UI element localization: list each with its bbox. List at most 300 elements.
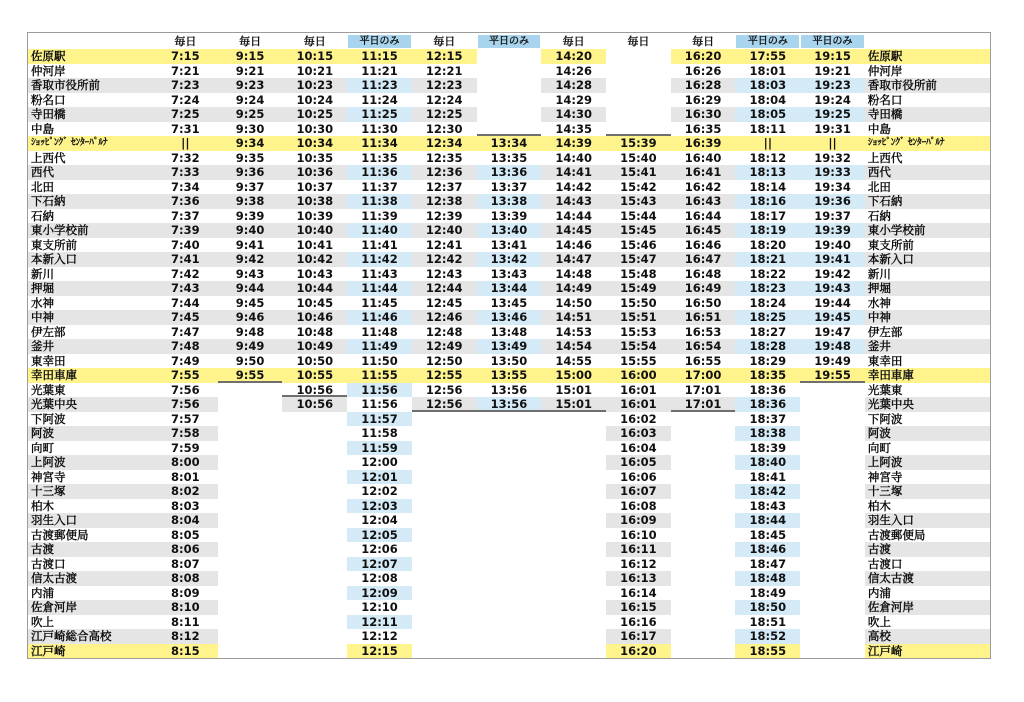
departure-time: 18:51: [735, 615, 800, 630]
departure-time: 19:25: [800, 107, 865, 122]
empty-cell: [218, 557, 283, 572]
departure-time: 19:42: [800, 267, 865, 282]
departure-time: 12:00: [347, 455, 412, 470]
stop-name-left: 古渡口: [28, 557, 153, 572]
departure-time: 16:44: [671, 209, 736, 224]
departure-time: 10:41: [282, 238, 347, 253]
stop-name-right: 内浦: [865, 586, 990, 601]
stop-name-left: 新川: [28, 267, 153, 282]
departure-time: 18:24: [735, 296, 800, 311]
departure-time: 19:39: [800, 223, 865, 238]
departure-time: 18:39: [735, 441, 800, 456]
empty-cell: [412, 455, 477, 470]
empty-cell: [477, 412, 542, 427]
departure-time: 9:15: [218, 49, 283, 64]
departure-time: 14:41: [541, 165, 606, 180]
stop-name-right: 古渡口: [865, 557, 990, 572]
column-header-everyday: 毎日: [282, 33, 347, 49]
departure-time: 10:35: [282, 151, 347, 166]
empty-cell: [671, 455, 736, 470]
stop-name-left: 香取市役所前: [28, 78, 153, 93]
departure-time: 12:50: [412, 354, 477, 369]
departure-time: 14:30: [541, 107, 606, 122]
empty-cell: [477, 122, 542, 137]
departure-time: 11:21: [347, 64, 412, 79]
departure-time: 18:21: [735, 252, 800, 267]
departure-time: 10:46: [282, 310, 347, 325]
empty-cell: [800, 644, 865, 659]
departure-time: 11:37: [347, 180, 412, 195]
stop-name-right: 西代: [865, 165, 990, 180]
empty-cell: [477, 513, 542, 528]
stop-name-right: 東幸田: [865, 354, 990, 369]
departure-time: 9:50: [218, 354, 283, 369]
departure-time: 17:01: [671, 397, 736, 412]
empty-cell: [477, 49, 542, 64]
stop-name-right: 粉名口: [865, 93, 990, 108]
empty-cell: [412, 542, 477, 557]
departure-time: 18:22: [735, 267, 800, 282]
pass-through-mark: ||: [735, 136, 800, 151]
departure-time: 18:19: [735, 223, 800, 238]
stop-name-left: 古渡郵便局: [28, 528, 153, 543]
departure-time: 7:45: [153, 310, 218, 325]
departure-time: 15:54: [606, 339, 671, 354]
departure-time: 18:44: [735, 513, 800, 528]
departure-time: 15:40: [606, 151, 671, 166]
departure-time: 14:50: [541, 296, 606, 311]
stop-name-left: 下石納: [28, 194, 153, 209]
departure-time: 18:48: [735, 571, 800, 586]
departure-time: 12:04: [347, 513, 412, 528]
departure-time: 9:48: [218, 325, 283, 340]
stop-name-left: 光葉中央: [28, 397, 153, 412]
departure-time: 9:25: [218, 107, 283, 122]
departure-time: 10:45: [282, 296, 347, 311]
departure-time: 18:05: [735, 107, 800, 122]
stop-name-right: 香取市役所前: [865, 78, 990, 93]
departure-time: 14:55: [541, 354, 606, 369]
departure-time: 19:48: [800, 339, 865, 354]
departure-time: 12:05: [347, 528, 412, 543]
departure-time: 10:21: [282, 64, 347, 79]
stop-name-left: 北田: [28, 180, 153, 195]
empty-cell: [800, 383, 865, 398]
column-header-weekday-only: 平日のみ: [477, 33, 542, 49]
empty-cell: [541, 528, 606, 543]
departure-time: 11:43: [347, 267, 412, 282]
departure-time: 18:36: [735, 397, 800, 412]
stop-name-right: 下石納: [865, 194, 990, 209]
departure-time: 18:47: [735, 557, 800, 572]
departure-time: 13:55: [477, 368, 542, 383]
departure-time: 9:46: [218, 310, 283, 325]
empty-cell: [282, 455, 347, 470]
departure-time: 12:39: [412, 209, 477, 224]
departure-time: 16:41: [671, 165, 736, 180]
departure-time: 15:01: [541, 397, 606, 412]
departure-time: 7:48: [153, 339, 218, 354]
stop-name-right: 江戸崎: [865, 644, 990, 659]
stop-name-right: 中神: [865, 310, 990, 325]
departure-time: 18:03: [735, 78, 800, 93]
departure-time: 19:43: [800, 281, 865, 296]
departure-time: 18:40: [735, 455, 800, 470]
departure-time: 12:43: [412, 267, 477, 282]
departure-time: 12:15: [347, 644, 412, 659]
empty-cell: [218, 644, 283, 659]
departure-time: 19:32: [800, 151, 865, 166]
departure-time: 9:39: [218, 209, 283, 224]
departure-time: 15:43: [606, 194, 671, 209]
departure-time: 14:44: [541, 209, 606, 224]
departure-time: 19:15: [800, 49, 865, 64]
departure-time: 16:13: [606, 571, 671, 586]
departure-time: 15:51: [606, 310, 671, 325]
empty-cell: [412, 441, 477, 456]
departure-time: 18:42: [735, 484, 800, 499]
departure-time: 15:01: [541, 383, 606, 398]
column-header-everyday: 毎日: [218, 33, 283, 49]
stop-name-right: 佐倉河岸: [865, 600, 990, 615]
departure-time: 16:54: [671, 339, 736, 354]
empty-cell: [477, 499, 542, 514]
column-header-weekday-only: 平日のみ: [800, 33, 865, 49]
empty-cell: [282, 441, 347, 456]
departure-time: 16:35: [671, 122, 736, 137]
departure-time: 11:42: [347, 252, 412, 267]
stop-name-left: 内浦: [28, 586, 153, 601]
departure-time: 11:58: [347, 426, 412, 441]
column-header-weekday-only: 平日のみ: [735, 33, 800, 49]
departure-time: 19:34: [800, 180, 865, 195]
departure-time: 15:45: [606, 223, 671, 238]
departure-time: 11:39: [347, 209, 412, 224]
departure-time: 7:59: [153, 441, 218, 456]
empty-cell: [218, 455, 283, 470]
column-header-everyday: 毎日: [412, 33, 477, 49]
stop-name-left: 江戸崎総合高校: [28, 629, 153, 644]
empty-cell: [671, 600, 736, 615]
departure-time: 17:00: [671, 368, 736, 383]
departure-time: 14:39: [541, 136, 606, 151]
departure-time: 10:39: [282, 209, 347, 224]
departure-time: 13:36: [477, 165, 542, 180]
empty-cell: [477, 470, 542, 485]
departure-time: 13:45: [477, 296, 542, 311]
empty-cell: [218, 426, 283, 441]
departure-time: 16:42: [671, 180, 736, 195]
empty-cell: [541, 455, 606, 470]
stop-name-left: 下阿波: [28, 412, 153, 427]
departure-time: 10:30: [282, 122, 347, 137]
departure-time: 12:37: [412, 180, 477, 195]
departure-time: 12:56: [412, 397, 477, 412]
departure-time: 8:03: [153, 499, 218, 514]
departure-time: 12:34: [412, 136, 477, 151]
departure-time: 11:48: [347, 325, 412, 340]
departure-time: 8:05: [153, 528, 218, 543]
stop-name-right: 上西代: [865, 151, 990, 166]
departure-time: 16:14: [606, 586, 671, 601]
empty-cell: [282, 470, 347, 485]
empty-cell: [282, 600, 347, 615]
departure-time: 15:49: [606, 281, 671, 296]
departure-time: 10:24: [282, 93, 347, 108]
departure-time: 7:21: [153, 64, 218, 79]
departure-time: 15:42: [606, 180, 671, 195]
departure-time: 7:56: [153, 397, 218, 412]
departure-time: 7:33: [153, 165, 218, 180]
departure-time: 15:53: [606, 325, 671, 340]
departure-time: 11:30: [347, 122, 412, 137]
stop-name-left: 押堀: [28, 281, 153, 296]
departure-time: 18:45: [735, 528, 800, 543]
departure-time: 9:35: [218, 151, 283, 166]
departure-time: 13:34: [477, 136, 542, 151]
departure-time: 17:01: [671, 383, 736, 398]
departure-time: 9:21: [218, 64, 283, 79]
departure-time: 16:43: [671, 194, 736, 209]
empty-cell: [218, 528, 283, 543]
departure-time: 7:37: [153, 209, 218, 224]
departure-time: 7:24: [153, 93, 218, 108]
departure-time: 18:25: [735, 310, 800, 325]
departure-time: 12:10: [347, 600, 412, 615]
departure-time: 16:40: [671, 151, 736, 166]
departure-time: 11:59: [347, 441, 412, 456]
departure-time: 19:47: [800, 325, 865, 340]
empty-cell: [800, 470, 865, 485]
departure-time: 11:56: [347, 397, 412, 412]
stop-name-left: 寺田橋: [28, 107, 153, 122]
empty-cell: [218, 571, 283, 586]
departure-time: 16:20: [606, 644, 671, 659]
stop-name-right: 信太古渡: [865, 571, 990, 586]
empty-cell: [412, 571, 477, 586]
stop-name-left: 光葉東: [28, 383, 153, 398]
departure-time: 11:50: [347, 354, 412, 369]
empty-cell: [800, 528, 865, 543]
stop-name-left: 東幸田: [28, 354, 153, 369]
departure-time: 10:40: [282, 223, 347, 238]
departure-time: 19:40: [800, 238, 865, 253]
empty-cell: [671, 441, 736, 456]
departure-time: 19:44: [800, 296, 865, 311]
empty-cell: [412, 615, 477, 630]
departure-time: 12:49: [412, 339, 477, 354]
stop-name-left: ｼｮｯﾋﾟﾝｸﾞ ｾﾝﾀｰﾊﾟﾙﾅ: [28, 136, 153, 151]
stop-name-right: 新川: [865, 267, 990, 282]
empty-cell: [282, 528, 347, 543]
departure-time: 19:41: [800, 252, 865, 267]
empty-cell: [412, 513, 477, 528]
stop-name-left: 柏木: [28, 499, 153, 514]
stop-name-right: 下阿波: [865, 412, 990, 427]
empty-cell: [477, 78, 542, 93]
column-header-everyday: 毎日: [541, 33, 606, 49]
stop-name-left: 佐原駅: [28, 49, 153, 64]
empty-cell: [541, 499, 606, 514]
departure-time: 16:15: [606, 600, 671, 615]
empty-cell: [606, 93, 671, 108]
departure-time: 12:40: [412, 223, 477, 238]
departure-time: 16:10: [606, 528, 671, 543]
empty-cell: [606, 49, 671, 64]
departure-time: 10:36: [282, 165, 347, 180]
stop-name-right: 東支所前: [865, 238, 990, 253]
departure-time: 10:34: [282, 136, 347, 151]
empty-cell: [218, 542, 283, 557]
empty-cell: [412, 644, 477, 659]
departure-time: 16:20: [671, 49, 736, 64]
pass-through-mark: ||: [153, 136, 218, 151]
departure-time: 7:47: [153, 325, 218, 340]
empty-cell: [412, 426, 477, 441]
empty-cell: [541, 600, 606, 615]
departure-time: 7:31: [153, 122, 218, 137]
empty-cell: [477, 107, 542, 122]
empty-cell: [541, 557, 606, 572]
departure-time: 8:02: [153, 484, 218, 499]
departure-time: 7:32: [153, 151, 218, 166]
empty-cell: [282, 586, 347, 601]
stop-name-right: 寺田橋: [865, 107, 990, 122]
departure-time: 18:27: [735, 325, 800, 340]
stop-name-right: 東小学校前: [865, 223, 990, 238]
departure-time: 15:46: [606, 238, 671, 253]
departure-time: 13:48: [477, 325, 542, 340]
stop-name-left: 吹上: [28, 615, 153, 630]
departure-time: 12:24: [412, 93, 477, 108]
stop-name-right: 神宮寺: [865, 470, 990, 485]
departure-time: 8:15: [153, 644, 218, 659]
empty-cell: [412, 586, 477, 601]
departure-time: 15:47: [606, 252, 671, 267]
departure-time: 12:36: [412, 165, 477, 180]
departure-time: 15:55: [606, 354, 671, 369]
departure-time: 16:29: [671, 93, 736, 108]
departure-time: 8:08: [153, 571, 218, 586]
stop-name-left: 東小学校前: [28, 223, 153, 238]
departure-time: 15:48: [606, 267, 671, 282]
departure-time: 12:21: [412, 64, 477, 79]
departure-time: 18:55: [735, 644, 800, 659]
empty-cell: [477, 455, 542, 470]
departure-time: 7:41: [153, 252, 218, 267]
empty-cell: [477, 93, 542, 108]
empty-cell: [477, 484, 542, 499]
empty-cell: [800, 455, 865, 470]
empty-cell: [541, 441, 606, 456]
empty-cell: [800, 615, 865, 630]
empty-cell: [671, 571, 736, 586]
column-header-everyday: 毎日: [606, 33, 671, 49]
departure-time: 12:35: [412, 151, 477, 166]
departure-time: 7:49: [153, 354, 218, 369]
departure-time: 10:23: [282, 78, 347, 93]
stop-name-left: 西代: [28, 165, 153, 180]
departure-time: 11:40: [347, 223, 412, 238]
departure-time: 16:28: [671, 78, 736, 93]
departure-time: 8:01: [153, 470, 218, 485]
departure-time: 11:25: [347, 107, 412, 122]
stop-name-left: 中島: [28, 122, 153, 137]
departure-time: 18:04: [735, 93, 800, 108]
departure-time: 11:46: [347, 310, 412, 325]
departure-time: 14:40: [541, 151, 606, 166]
departure-time: 14:45: [541, 223, 606, 238]
departure-time: 12:56: [412, 383, 477, 398]
empty-cell: [541, 426, 606, 441]
empty-cell: [477, 629, 542, 644]
stop-name-right: 柏木: [865, 499, 990, 514]
departure-time: 12:55: [412, 368, 477, 383]
departure-time: 18:52: [735, 629, 800, 644]
departure-time: 11:24: [347, 93, 412, 108]
stop-name-right: 光葉東: [865, 383, 990, 398]
stop-name-right: 水神: [865, 296, 990, 311]
departure-time: 14:53: [541, 325, 606, 340]
departure-time: 11:49: [347, 339, 412, 354]
stop-name-right: 幸田車庫: [865, 368, 990, 383]
empty-cell: [282, 571, 347, 586]
empty-cell: [606, 78, 671, 93]
departure-time: 16:49: [671, 281, 736, 296]
stop-name-right: ｼｮｯﾋﾟﾝｸﾞ ｾﾝﾀｰﾊﾟﾙﾅ: [865, 136, 990, 151]
departure-time: 19:45: [800, 310, 865, 325]
departure-time: 16:12: [606, 557, 671, 572]
departure-time: 9:45: [218, 296, 283, 311]
empty-cell: [477, 441, 542, 456]
departure-time: 9:24: [218, 93, 283, 108]
empty-cell: [800, 571, 865, 586]
empty-cell: [477, 586, 542, 601]
departure-time: 10:38: [282, 194, 347, 209]
departure-time: 11:57: [347, 412, 412, 427]
departure-time: 12:03: [347, 499, 412, 514]
departure-time: 16:06: [606, 470, 671, 485]
departure-time: 9:40: [218, 223, 283, 238]
departure-time: 7:15: [153, 49, 218, 64]
departure-time: 16:03: [606, 426, 671, 441]
departure-time: 10:43: [282, 267, 347, 282]
departure-time: 18:20: [735, 238, 800, 253]
departure-time: 9:41: [218, 238, 283, 253]
departure-time: 16:48: [671, 267, 736, 282]
empty-cell: [800, 397, 865, 412]
header-blank-right: [865, 33, 990, 49]
departure-time: 7:55: [153, 368, 218, 383]
stop-name-right: 石納: [865, 209, 990, 224]
empty-cell: [671, 629, 736, 644]
column-header-weekday-only: 平日のみ: [347, 33, 412, 49]
departure-time: 15:39: [606, 136, 671, 151]
departure-time: 11:41: [347, 238, 412, 253]
departure-time: 9:49: [218, 339, 283, 354]
departure-time: 16:08: [606, 499, 671, 514]
stop-name-right: 羽生入口: [865, 513, 990, 528]
departure-time: 19:23: [800, 78, 865, 93]
departure-time: 10:42: [282, 252, 347, 267]
departure-time: 13:56: [477, 397, 542, 412]
departure-time: 18:12: [735, 151, 800, 166]
empty-cell: [412, 528, 477, 543]
empty-cell: [541, 484, 606, 499]
empty-cell: [541, 513, 606, 528]
departure-time: 8:12: [153, 629, 218, 644]
departure-time: 14:54: [541, 339, 606, 354]
